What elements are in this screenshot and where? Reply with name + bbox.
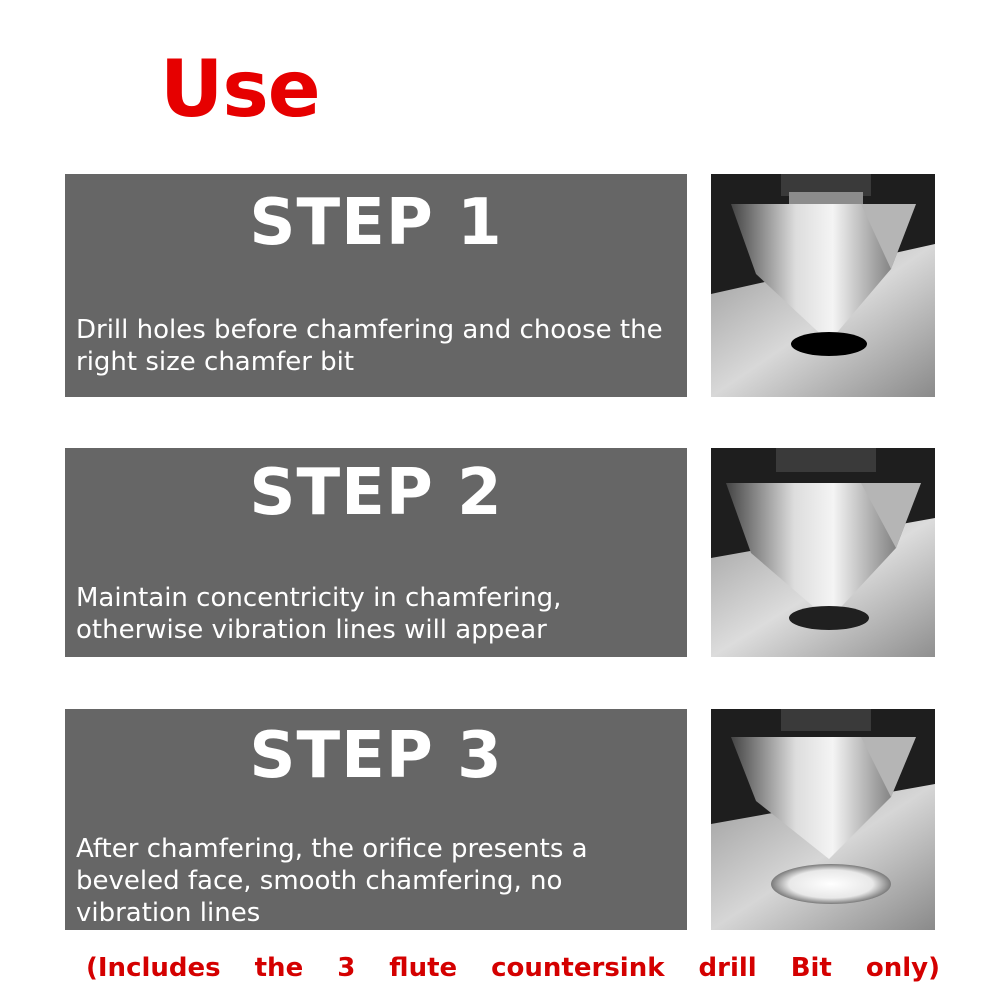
step-1-heading: STEP 1 bbox=[249, 186, 503, 260]
step-1-description: Drill holes before chamfering and choose the right size chamfer bit bbox=[76, 315, 663, 377]
step-2-photo bbox=[711, 448, 935, 657]
footer-word: drill bbox=[698, 953, 757, 983]
step-3-heading: STEP 3 bbox=[249, 719, 503, 793]
step-3-description: After chamfering, the orifice presents a beveled face, smooth chamfering, no vibration lines bbox=[76, 834, 588, 928]
footer-word: 3 bbox=[337, 953, 356, 983]
step-2-panel bbox=[65, 448, 687, 657]
step-3-panel bbox=[65, 709, 687, 930]
footer-note bbox=[86, 948, 940, 988]
footer-word: Bit bbox=[790, 953, 832, 983]
footer-word: the bbox=[254, 953, 304, 983]
step-1-photo bbox=[711, 174, 935, 397]
footer-word: flute bbox=[389, 953, 458, 983]
step-1-panel bbox=[65, 174, 687, 397]
step-2-description: Maintain concentricity in chamfering, otherwise vibration lines will appear bbox=[76, 583, 562, 645]
footer-word: (Includes bbox=[86, 953, 221, 983]
step-3-photo bbox=[711, 709, 935, 930]
step-2-heading: STEP 2 bbox=[249, 456, 503, 530]
footer-word: countersink bbox=[491, 953, 665, 983]
footer-word: only) bbox=[865, 953, 940, 983]
page-title: Use bbox=[160, 45, 320, 135]
